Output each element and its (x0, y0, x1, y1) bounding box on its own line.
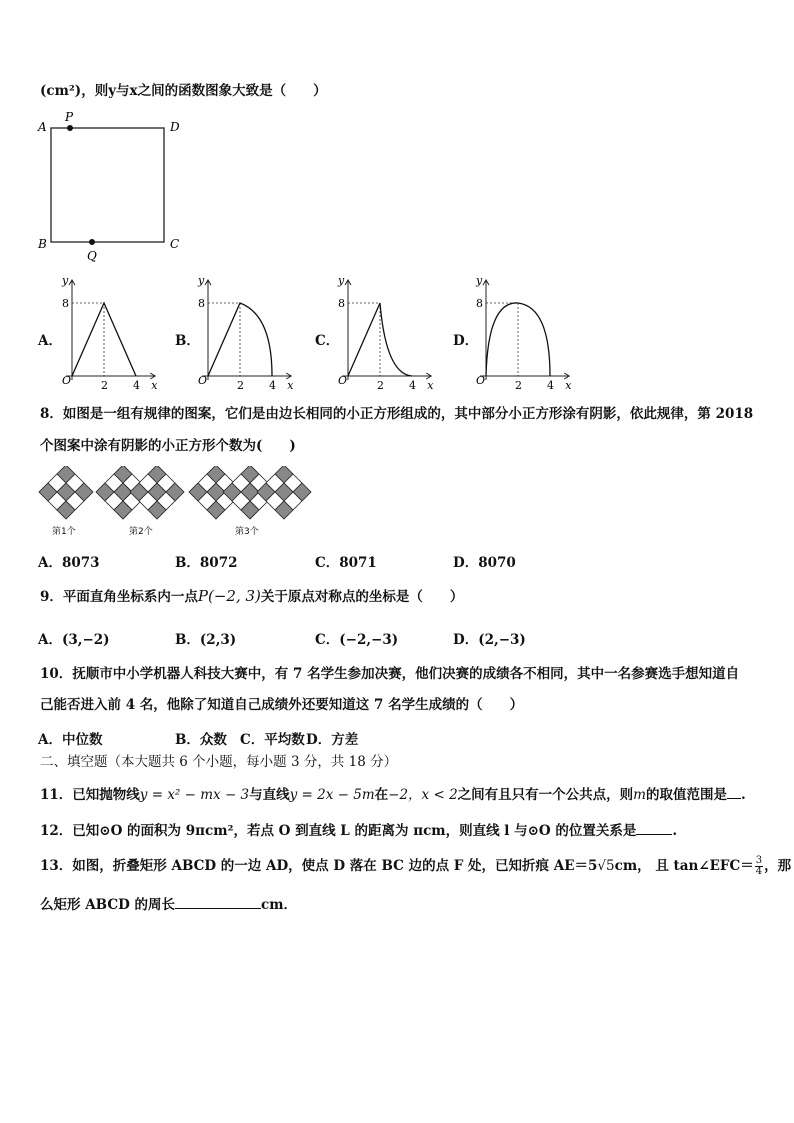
graph-1 (61, 274, 158, 392)
q13-fraction (755, 856, 763, 877)
q11-post: 之间有且只有一个公共点，则 (457, 787, 634, 803)
graph-2 (197, 274, 294, 392)
point-q (89, 239, 95, 245)
square-abcd (51, 128, 164, 242)
q11-tail: 的取值范围是 (645, 787, 727, 803)
q12-end: . (672, 823, 678, 839)
q11 (40, 784, 746, 805)
origin-label: O (198, 374, 208, 387)
q7-stem: (cm²)，则y与x之间的函数图象大致是（ ） (40, 83, 327, 99)
x-label: x (427, 379, 434, 392)
y-label: y (476, 274, 483, 287)
xtick-4: 4 (133, 379, 140, 392)
q9-point: P(−2, 3) (197, 587, 261, 605)
ytick-8: 8 (338, 297, 345, 310)
q11-mid: 与直线 (249, 787, 290, 803)
label-q: Q (87, 249, 97, 263)
q13-line2-pre: 么矩形 ABCD 的周长 (40, 897, 175, 913)
q8-option-b: B．8072 (175, 555, 238, 571)
q10-option-c: C．平均数 (240, 732, 305, 748)
graph-3 (337, 274, 434, 392)
label-d: D (170, 120, 180, 134)
label-p: P (65, 110, 74, 124)
label-c: C (170, 237, 180, 251)
q7-option-b: B． (175, 333, 200, 349)
square-figure (30, 108, 190, 268)
xtick-4: 4 (409, 379, 416, 392)
q8-patterns (0, 466, 320, 524)
q13-den: 4 (755, 866, 763, 877)
q8-option-a: A．8073 (38, 555, 100, 571)
q13-sqrt: √5 (597, 858, 615, 874)
q11-end: . (740, 787, 746, 803)
x-label: x (287, 379, 294, 392)
q10-line1: 10．抚顺市中小学机器人科技大赛中，有 7 名学生参加决赛，他们决赛的成绩各不相同，其中一名参赛选手想知道自 (40, 666, 740, 682)
pattern-diamond-6 (257, 466, 311, 519)
xtick-2: 2 (101, 379, 108, 392)
q8-stem-line1: 8．如图是一组有规律的图案，它们是由边长相同的小正方形组成的，其中部分小正方形涂有阴影，依此规律，第 2018 (40, 406, 754, 422)
caption-3: 第3个 (235, 527, 259, 537)
y-label: y (62, 274, 69, 287)
q13-num: 3 (755, 855, 763, 866)
q13-line1 (40, 856, 791, 877)
xtick-2: 2 (237, 379, 244, 392)
caption-2: 第2个 (129, 527, 153, 537)
q12-text: 12．已知⊙O 的面积为 9πcm²，若点 O 到直线 L 的距离为 πcm，则直线 l 与⊙O 的位置关系是 (40, 823, 637, 839)
q13-line2 (40, 894, 297, 915)
q11-var: m (633, 787, 646, 803)
label-b: B (38, 237, 47, 251)
graph-4 (475, 274, 572, 392)
q7-option-a: A． (38, 333, 62, 349)
q8-option-c: C．8071 (315, 555, 377, 571)
q11-mid2: 在 (374, 787, 389, 803)
q9-stem-pre: 9．平面直角坐标系内一点 (40, 589, 198, 605)
q9-option-b: B．(2,3) (175, 632, 237, 648)
y-label: y (338, 274, 345, 287)
q12 (40, 820, 677, 841)
ytick-8: 8 (476, 297, 483, 310)
q7-option-c: C． (315, 333, 340, 349)
q9-option-a: A．(3,−2) (38, 632, 110, 648)
q9-stem (40, 586, 463, 607)
pattern-diamond-3 (130, 466, 184, 519)
y-label: y (198, 274, 205, 287)
x-label: x (151, 379, 158, 392)
q8-option-d: D．8070 (453, 555, 516, 571)
ytick-8: 8 (198, 297, 205, 310)
xtick-4: 4 (269, 379, 276, 392)
q11-line: y = 2x − 5m (289, 787, 375, 803)
ytick-8: 8 (62, 297, 69, 310)
q13-mid: cm， 且 tan∠EFC＝ (614, 858, 754, 874)
q11-pre: 11．已知抛物线 (40, 787, 140, 803)
q11-parabola: y = x² − mx − 3 (139, 787, 250, 803)
q9-option-d: D．(2,−3) (453, 632, 526, 648)
pattern-diamond-1 (39, 466, 93, 519)
xtick-4: 4 (547, 379, 554, 392)
q13-pre: 13．如图，折叠矩形 ABCD 的一边 AD，使点 D 落在 BC 边的点 F 处，已知折痕 AE＝5 (40, 858, 598, 874)
q12-answer-blank[interactable] (636, 820, 672, 835)
q13-line2-post: cm． (261, 897, 298, 913)
q11-answer-blank[interactable] (727, 784, 741, 799)
origin-label: O (338, 374, 348, 387)
q7-graphs (0, 268, 794, 398)
point-p (67, 125, 73, 131)
caption-1: 第1个 (52, 527, 76, 537)
q10-option-b: B．众数 (175, 732, 227, 748)
q10-option-d: D．方差 (306, 732, 359, 748)
origin-label: O (62, 374, 72, 387)
label-a: A (38, 120, 47, 134)
q11-range: −2，x < 2 (388, 787, 458, 803)
section-title: 二、填空题（本大题共 6 个小题，每小题 3 分，共 18 分） (40, 754, 398, 770)
x-label: x (565, 379, 572, 392)
xtick-2: 2 (377, 379, 384, 392)
q10-line2: 己能否进入前 4 名，他除了知道自己成绩外还要知道这 7 名学生成绩的（ ） (40, 697, 524, 713)
origin-label: O (476, 374, 486, 387)
q10-option-a: A．中位数 (38, 732, 103, 748)
q7-option-d: D． (453, 333, 479, 349)
q8-stem-line2: 个图案中涂有阴影的小正方形个数为( ) (40, 438, 296, 454)
xtick-2: 2 (515, 379, 522, 392)
q13-post: ，那 (764, 858, 792, 874)
q9-option-c: C．(−2,−3) (315, 632, 399, 648)
q13-answer-blank[interactable] (175, 894, 261, 909)
q9-stem-post: 关于原点对称点的坐标是（ ） (260, 589, 464, 605)
